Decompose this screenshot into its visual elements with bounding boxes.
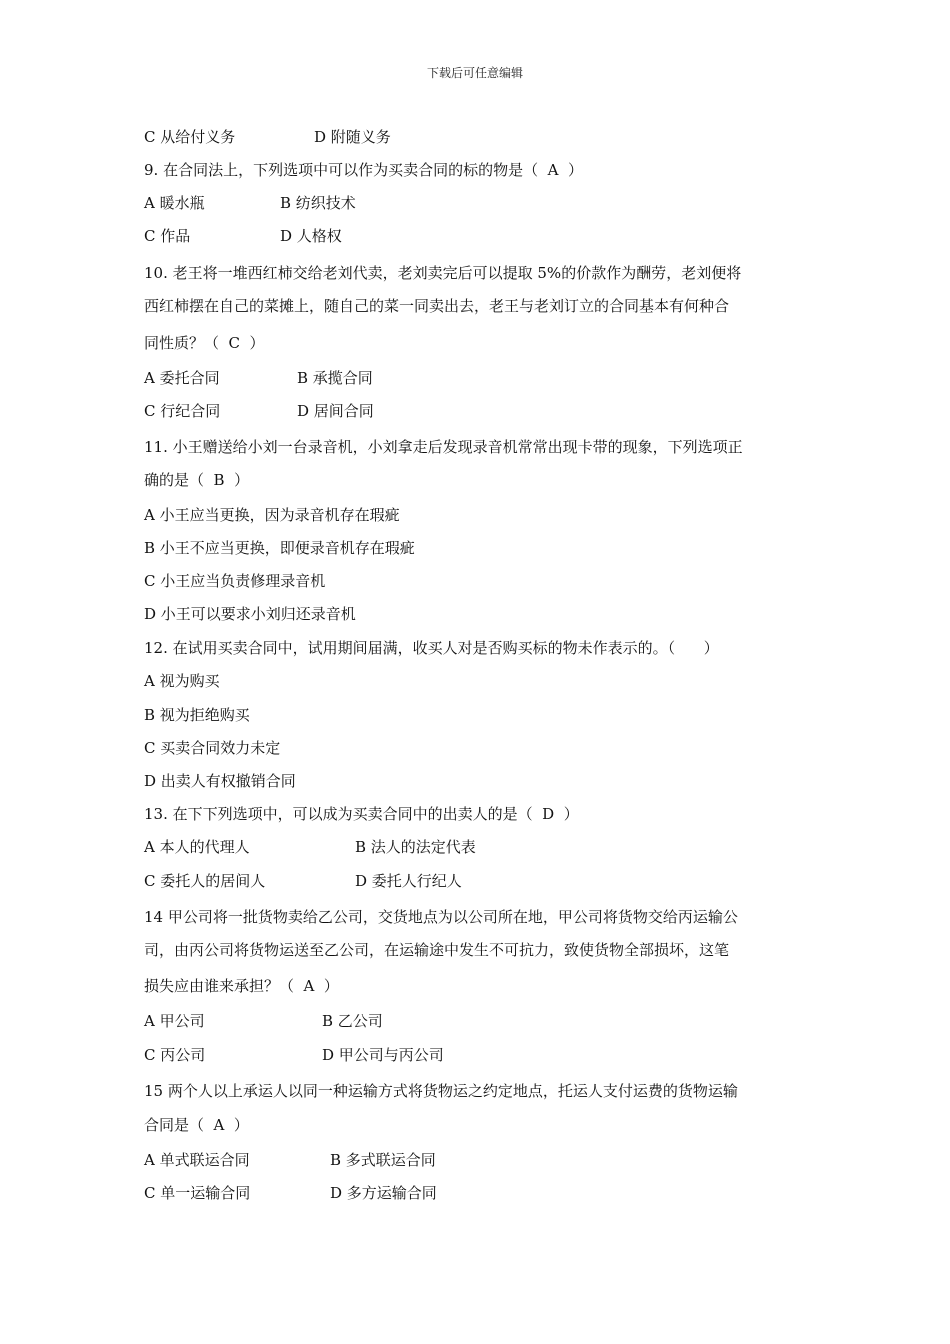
text-line: 12. 在试用买卖合同中，试用期间届满，收买人对是否购买标的物未作表示的。（ ） (144, 639, 719, 657)
option-item: B 乙公司 (322, 1012, 383, 1030)
text-line: 10. 老王将一堆西红柿交给老刘代卖，老刘卖完后可以提取 5%的价款作为酬劳，老刘便将 (144, 264, 742, 282)
option-item: C 行纪合同 (144, 402, 221, 420)
option-item: A 本人的代理人 (144, 838, 250, 856)
option-item: A 单式联运合同 (144, 1151, 250, 1169)
text-line: B 视为拒绝购买 (144, 706, 250, 724)
text-line: 9. 在合同法上，下列选项中可以作为买卖合同的标的物是（ A ） (144, 161, 583, 179)
options-row (144, 368, 804, 388)
text-line: 同性质？（ C ） (144, 334, 265, 352)
option-item: B 多式联运合同 (330, 1151, 436, 1169)
text-line: B 小王不应当更换，即便录音机存在瑕疵 (144, 539, 415, 557)
text-line: 合同是（ A ） (144, 1116, 249, 1134)
text-line: D 出卖人有权撤销合同 (144, 772, 296, 790)
options-row (144, 193, 804, 213)
options-row (144, 1011, 804, 1031)
option-item: B 承揽合同 (297, 369, 373, 387)
page-header: 下载后可任意编辑 (426, 66, 523, 80)
options-row (144, 1150, 804, 1170)
text-line: C 买卖合同效力未定 (144, 739, 281, 757)
options-row (144, 837, 804, 857)
option-item: C 委托人的居间人 (144, 872, 266, 890)
option-item: D 委托人行纪人 (355, 872, 462, 890)
text-line: 司，由丙公司将货物运送至乙公司，在运输途中发生不可抗力，致使货物全部损坏，这笔 (144, 941, 730, 959)
option-item: D 居间合同 (297, 402, 374, 420)
option-item: A 甲公司 (144, 1012, 205, 1030)
option-item: A 委托合同 (144, 369, 220, 387)
options-row (144, 1045, 804, 1065)
option-item: D 多方运输合同 (330, 1184, 437, 1202)
text-line: D 小王可以要求小刘归还录音机 (144, 605, 356, 623)
text-line: A 小王应当更换，因为录音机存在瑕疵 (144, 506, 400, 524)
text-line: C 小王应当负责修理录音机 (144, 572, 326, 590)
option-item: D 甲公司与丙公司 (322, 1046, 444, 1064)
option-item: B 法人的法定代表 (355, 838, 476, 856)
text-line: 15 两个人以上承运人以同一种运输方式将货物运之约定地点，托运人支付运费的货物运输 (144, 1082, 738, 1100)
options-row (144, 401, 804, 421)
text-line: 确的是（ B ） (144, 471, 250, 489)
text-line: 11. 小王赠送给小刘一台录音机，小刘拿走后发现录音机常常出现卡带的现象，下列选项正 (144, 438, 743, 456)
text-line: 西红柿摆在自己的菜摊上，随自己的菜一同卖出去，老王与老刘订立的合同基本有何种合 (144, 297, 730, 315)
option-item: B 纺织技术 (280, 194, 356, 212)
option-item: C 作品 (144, 227, 191, 245)
text-line: 14 甲公司将一批货物卖给乙公司，交货地点为以公司所在地，甲公司将货物交给丙运输公 (144, 908, 738, 926)
option-item: C 单一运输合同 (144, 1184, 251, 1202)
options-row (144, 226, 804, 246)
text-line: 损失应由谁来承担？（ A ） (144, 977, 339, 995)
option-item: C 从给付义务 (144, 128, 236, 146)
option-item: A 暖水瓶 (144, 194, 205, 212)
text-line: 13. 在下下列选项中，可以成为买卖合同中的出卖人的是（ D ） (144, 805, 579, 823)
option-item: D 附随义务 (314, 128, 391, 146)
options-row (144, 1183, 804, 1203)
option-item: C 丙公司 (144, 1046, 206, 1064)
options-row (144, 127, 804, 147)
option-item: D 人格权 (280, 227, 342, 245)
text-line: A 视为购买 (144, 672, 220, 690)
options-row (144, 871, 804, 891)
